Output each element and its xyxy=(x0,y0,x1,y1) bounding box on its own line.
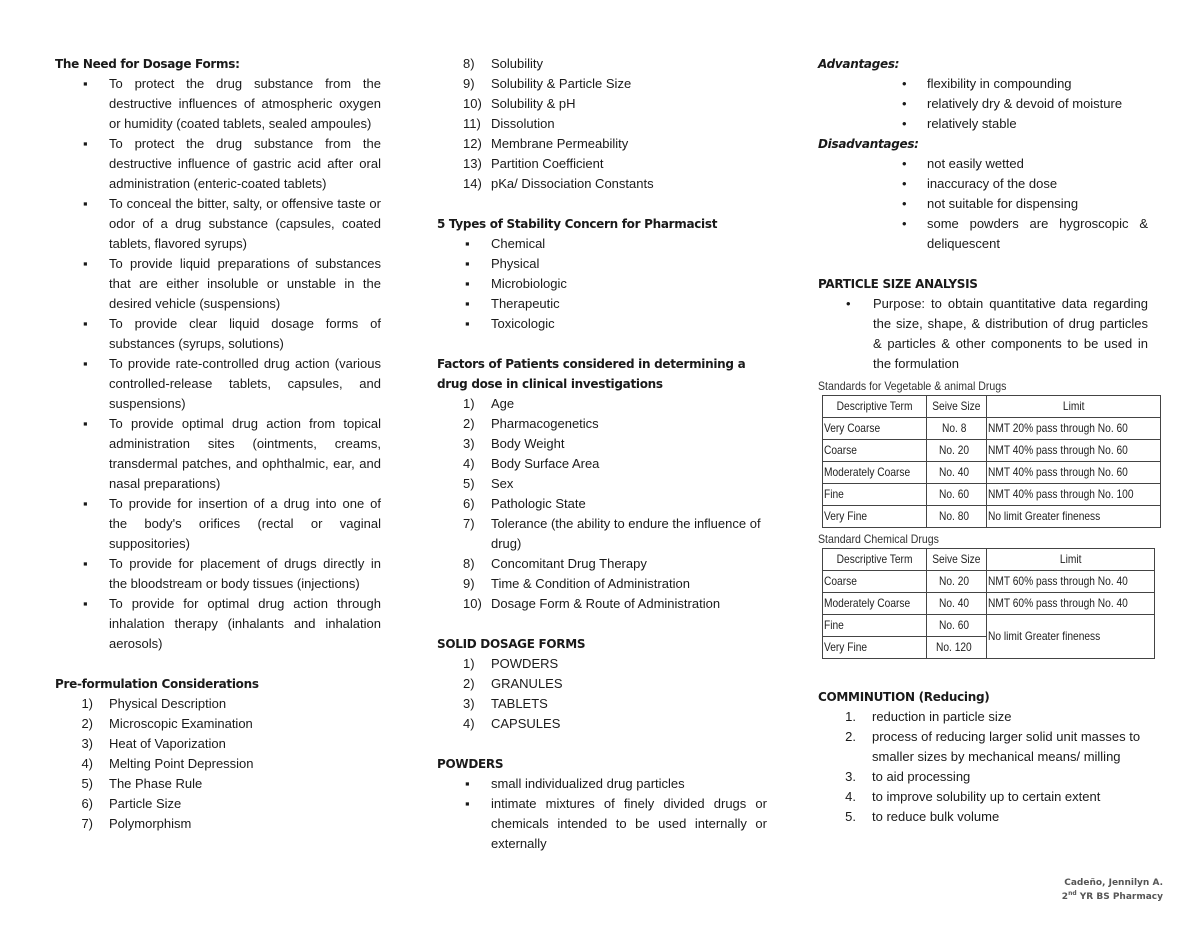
column-header: Limit xyxy=(987,396,1161,418)
list-number: 8) xyxy=(463,556,475,571)
list-item-text: Sex xyxy=(491,476,514,491)
list-item xyxy=(818,154,1148,174)
list-item xyxy=(55,494,381,554)
table-header-row xyxy=(823,396,1161,418)
list-item-text: not suitable for dispensing xyxy=(927,196,1079,211)
table-cell: No limit Greater fineness xyxy=(987,615,1155,659)
list-item-text: Tolerance (the ability to endure the influence of drug) xyxy=(491,516,761,551)
table-row xyxy=(823,484,1161,506)
list-number: 10) xyxy=(463,596,482,611)
comminution-list xyxy=(818,707,1148,827)
list-item xyxy=(818,194,1148,214)
list-item-text: To provide for placement of drugs directly in the bloodstream or body tissues (injections) xyxy=(109,556,381,591)
list-item xyxy=(437,234,767,254)
bullet-icon: ▪ xyxy=(465,796,470,811)
column-header: Limit xyxy=(987,549,1155,571)
list-item xyxy=(818,174,1148,194)
list-item xyxy=(437,394,767,414)
list-number: 2. xyxy=(845,729,856,744)
powders-list xyxy=(437,774,767,854)
chemical-table-title: Standard Chemical Drugs xyxy=(818,532,939,546)
table-cell: NMT 60% pass through No. 40 xyxy=(987,571,1155,593)
list-item-text: flexibility in compounding xyxy=(927,76,1072,91)
table-cell: Fine xyxy=(823,615,927,637)
column-header: Descriptive Term xyxy=(823,549,927,571)
table-cell: No. 40 xyxy=(927,462,987,484)
bullet-icon: ▪ xyxy=(83,356,88,371)
author-year: 2nd YR BS Pharmacy xyxy=(1061,890,1163,902)
vegetable-animal-table-block xyxy=(818,377,1148,528)
list-item xyxy=(437,314,767,334)
list-item xyxy=(55,554,381,594)
list-item-text: Concomitant Drug Therapy xyxy=(491,556,647,571)
table-cell: Moderately Coarse xyxy=(823,593,927,615)
list-item-text: to aid processing xyxy=(872,769,971,784)
list-item xyxy=(55,254,381,314)
list-item xyxy=(437,294,767,314)
list-item-text: Solubility & pH xyxy=(491,96,576,111)
table-cell: No. 20 xyxy=(927,571,987,593)
table-cell: No. 8 xyxy=(927,418,987,440)
disadvantages-heading: Disadvantages: xyxy=(818,137,919,151)
list-item-text: To provide liquid preparations of substances that are either insoluble or unstable in the desired vehicle (suspensions) xyxy=(109,256,381,311)
list-item xyxy=(437,474,767,494)
list-item xyxy=(437,174,767,194)
list-item-text: Microbiologic xyxy=(491,276,567,291)
patient-factors-heading: Factors of Patients considered in determining a drug dose in clinical investigations xyxy=(437,357,746,391)
list-number: 11) xyxy=(463,116,481,131)
list-item-text: To provide rate-controlled drug action (various controlled-release tablets, capsules, and suspensions) xyxy=(109,356,381,411)
list-number: 3) xyxy=(463,696,475,711)
disadvantages-list xyxy=(818,154,1148,254)
list-number: 5. xyxy=(845,809,856,824)
powders-heading: POWDERS xyxy=(437,757,504,771)
table-cell: NMT 20% pass through No. 60 xyxy=(987,418,1161,440)
purpose-text: Purpose: to obtain quantitative data regarding the size, shape, & distribution of drug particles & particles & other components to be used in the formulation xyxy=(873,296,1148,371)
list-item xyxy=(55,814,381,834)
preformulation-heading: Pre-formulation Considerations xyxy=(55,677,259,691)
list-number: 9) xyxy=(463,76,475,91)
list-item-text: process of reducing larger solid unit masses to smaller sizes by mechanical means/ milling xyxy=(872,729,1141,764)
list-item xyxy=(437,514,767,554)
list-item-text: Physical Description xyxy=(109,696,227,711)
list-item xyxy=(437,94,767,114)
bullet-icon: ▪ xyxy=(83,136,88,151)
list-item xyxy=(55,354,381,414)
bullet-icon: ▪ xyxy=(83,596,88,611)
comminution-heading: COMMINUTION (Reducing) xyxy=(818,690,990,704)
bullet-icon: • xyxy=(902,76,907,91)
list-item-text: GRANULES xyxy=(491,676,563,691)
stability-list xyxy=(437,234,767,334)
list-item xyxy=(437,794,767,854)
list-item-text: some powders are hygroscopic & deliquescent xyxy=(927,216,1148,251)
list-item xyxy=(437,494,767,514)
particle-size-purpose-list xyxy=(818,294,1148,374)
table-cell: No. 20 xyxy=(927,440,987,462)
table-cell: NMT 40% pass through No. 60 xyxy=(987,440,1161,462)
list-item xyxy=(437,594,767,614)
list-item-text: Body Weight xyxy=(491,436,565,451)
list-item-text: reduction in particle size xyxy=(872,709,1012,724)
list-item xyxy=(55,734,381,754)
list-item xyxy=(818,94,1148,114)
list-item-text: small individualized drug particles xyxy=(491,776,685,791)
list-item-text: Therapeutic xyxy=(491,296,560,311)
table-cell: NMT 60% pass through No. 40 xyxy=(987,593,1155,615)
list-item xyxy=(437,674,767,694)
bullet-icon: • xyxy=(846,296,851,311)
list-item-text: Body Surface Area xyxy=(491,456,600,471)
bullet-icon: • xyxy=(902,156,907,171)
list-number: 8) xyxy=(463,56,475,71)
list-item xyxy=(818,767,1148,787)
bullet-icon: ▪ xyxy=(83,316,88,331)
list-number: 2) xyxy=(81,716,93,731)
table-row xyxy=(823,440,1161,462)
list-item-text: To conceal the bitter, salty, or offensive taste or odor of a drug substance (capsules, coated tablets, flavored syrups) xyxy=(109,196,381,251)
list-item xyxy=(437,274,767,294)
list-item xyxy=(55,794,381,814)
list-item xyxy=(437,114,767,134)
list-item-text: Time & Condition of Administration xyxy=(491,576,690,591)
table-row xyxy=(823,615,1155,637)
list-item-text: POWDERS xyxy=(491,656,559,671)
table-row xyxy=(823,571,1155,593)
bullet-icon: ▪ xyxy=(83,556,88,571)
list-number: 13) xyxy=(463,156,482,171)
list-item xyxy=(818,114,1148,134)
list-item-text: Microscopic Examination xyxy=(109,716,253,731)
chemical-standards-table xyxy=(822,548,1155,659)
bullet-icon: ▪ xyxy=(83,416,88,431)
list-number: 10) xyxy=(463,96,482,111)
table-cell: No. 60 xyxy=(927,484,987,506)
column-2 xyxy=(437,54,767,854)
table-row xyxy=(823,418,1161,440)
list-item xyxy=(437,154,767,174)
list-item xyxy=(437,414,767,434)
list-item xyxy=(437,574,767,594)
table-cell: Very Fine xyxy=(823,506,927,528)
list-item-text: Pathologic State xyxy=(491,496,586,511)
table-cell: NMT 40% pass through No. 60 xyxy=(987,462,1161,484)
list-item xyxy=(55,774,381,794)
table-cell: Very Fine xyxy=(823,637,927,659)
column-1 xyxy=(55,54,381,834)
list-item xyxy=(55,714,381,734)
list-number: 2) xyxy=(463,676,475,691)
list-item xyxy=(437,554,767,574)
list-number: 5) xyxy=(463,476,475,491)
patient-factors-list xyxy=(437,394,767,614)
list-item xyxy=(55,314,381,354)
list-item-text: Heat of Vaporization xyxy=(109,736,226,751)
list-item-text: The Phase Rule xyxy=(109,776,203,791)
list-item-text: Pharmacogenetics xyxy=(491,416,599,431)
list-item-text: To protect the drug substance from the destructive influences of atmospheric oxygen or humidity (coated tablets, sealed ampoules) xyxy=(109,76,381,131)
column-3 xyxy=(818,54,1148,827)
list-item xyxy=(437,694,767,714)
need-for-dosage-forms-heading: The Need for Dosage Forms: xyxy=(55,57,240,71)
list-item-text: Polymorphism xyxy=(109,816,192,831)
list-item-text: Solubility xyxy=(491,56,544,71)
list-item xyxy=(818,787,1148,807)
bullet-icon: ▪ xyxy=(83,196,88,211)
list-number: 6) xyxy=(463,496,475,511)
list-item xyxy=(55,134,381,194)
list-number: 1) xyxy=(81,696,93,711)
list-item xyxy=(55,694,381,714)
list-item xyxy=(818,707,1148,727)
bullet-icon: • xyxy=(902,196,907,211)
list-item-text: relatively stable xyxy=(927,116,1017,131)
bullet-icon: ▪ xyxy=(83,256,88,271)
list-item xyxy=(55,414,381,494)
list-item-text: inaccuracy of the dose xyxy=(927,176,1058,191)
table-cell: No. 120 xyxy=(927,637,987,659)
bullet-icon: • xyxy=(902,216,907,231)
bullet-icon: ▪ xyxy=(465,296,470,311)
bullet-icon: ▪ xyxy=(465,316,470,331)
table-cell: No. 80 xyxy=(927,506,987,528)
table-row xyxy=(823,506,1161,528)
table-row xyxy=(823,462,1161,484)
author-footer xyxy=(1062,876,1163,904)
bullet-icon: ▪ xyxy=(83,76,88,91)
list-item-text: TABLETS xyxy=(491,696,548,711)
list-item-text: Solubility & Particle Size xyxy=(491,76,632,91)
table-cell: No limit Greater fineness xyxy=(987,506,1161,528)
table-row xyxy=(823,593,1155,615)
solid-dosage-forms-heading: SOLID DOSAGE FORMS xyxy=(437,637,586,651)
bullet-icon: ▪ xyxy=(465,236,470,251)
list-number: 4) xyxy=(463,716,475,731)
table-cell: Fine xyxy=(823,484,927,506)
list-item-text: Age xyxy=(491,396,515,411)
column-header: Descriptive Term xyxy=(823,396,927,418)
bullet-icon: • xyxy=(902,176,907,191)
list-item-text: To provide clear liquid dosage forms of substances (syrups, solutions) xyxy=(109,316,381,351)
list-item xyxy=(437,74,767,94)
table-cell: NMT 40% pass through No. 100 xyxy=(987,484,1161,506)
list-number: 1) xyxy=(463,656,475,671)
list-item xyxy=(55,74,381,134)
list-item xyxy=(437,774,767,794)
list-item-text: to reduce bulk volume xyxy=(872,809,1000,824)
list-item xyxy=(818,807,1148,827)
list-number: 1. xyxy=(845,709,856,724)
preformulation-list-continued xyxy=(437,54,767,194)
solid-dosage-forms-list xyxy=(437,654,767,734)
list-item-text: To provide for insertion of a drug into one of the body's orifices (rectal or vaginal suppositories) xyxy=(109,496,381,551)
list-item-text: Particle Size xyxy=(109,796,182,811)
list-item xyxy=(437,654,767,674)
list-number: 5) xyxy=(81,776,93,791)
preformulation-list xyxy=(55,694,381,834)
list-item xyxy=(818,74,1148,94)
list-number: 2) xyxy=(463,416,475,431)
list-item xyxy=(818,727,1148,767)
list-item-text: Dosage Form & Route of Administration xyxy=(491,596,721,611)
list-number: 3. xyxy=(845,769,856,784)
list-item xyxy=(55,194,381,254)
advantages-list xyxy=(818,74,1148,134)
list-number: 14) xyxy=(463,176,482,191)
bullet-icon: ▪ xyxy=(465,256,470,271)
list-item-text: pKa/ Dissociation Constants xyxy=(491,176,654,191)
list-item-text: To provide optimal drug action from topical administration sites (ointments, creams, transdermal patches, and ophthalmic, ear, and nasal preparations) xyxy=(109,416,381,491)
list-item xyxy=(437,134,767,154)
column-header: Seive Size xyxy=(927,549,987,571)
list-item xyxy=(437,54,767,74)
stability-heading: 5 Types of Stability Concern for Pharmacist xyxy=(437,217,718,231)
list-item-text: Membrane Permeability xyxy=(491,136,629,151)
list-item-text: To provide for optimal drug action through inhalation therapy (inhalants and inhalation aerosols) xyxy=(109,596,381,651)
list-item-text: Toxicologic xyxy=(491,316,555,331)
list-number: 7) xyxy=(463,516,475,531)
list-number: 1) xyxy=(463,396,475,411)
list-number: 9) xyxy=(463,576,475,591)
list-number: 3) xyxy=(463,436,475,451)
list-number: 6) xyxy=(81,796,93,811)
list-number: 7) xyxy=(81,816,93,831)
column-header: Seive Size xyxy=(927,396,987,418)
list-item-text: To protect the drug substance from the destructive influence of gastric acid after oral administration (enteric-coated tablets) xyxy=(109,136,381,191)
bullet-icon: • xyxy=(902,96,907,111)
table-cell: Moderately Coarse xyxy=(823,462,927,484)
list-number: 4) xyxy=(463,456,475,471)
list-item-text: to improve solubility up to certain extent xyxy=(872,789,1101,804)
list-item xyxy=(818,294,1148,374)
vegetable-animal-table-title: Standards for Vegetable & animal Drugs xyxy=(818,379,1007,393)
list-item-text: relatively dry & devoid of moisture xyxy=(927,96,1123,111)
list-item-text: Dissolution xyxy=(491,116,555,131)
table-cell: Very Coarse xyxy=(823,418,927,440)
list-item-text: Physical xyxy=(491,256,540,271)
list-item xyxy=(437,434,767,454)
advantages-heading: Advantages: xyxy=(818,57,900,71)
bullet-icon: ▪ xyxy=(465,276,470,291)
list-item xyxy=(55,594,381,654)
chemical-table-block xyxy=(818,530,1148,659)
table-cell: No. 40 xyxy=(927,593,987,615)
list-number: 4) xyxy=(81,756,93,771)
need-for-dosage-forms-list xyxy=(55,74,381,654)
table-cell: Coarse xyxy=(823,440,927,462)
particle-size-analysis-heading: PARTICLE SIZE ANALYSIS xyxy=(818,277,978,291)
vegetable-animal-standards-table xyxy=(822,395,1161,528)
list-item xyxy=(437,254,767,274)
list-item xyxy=(437,454,767,474)
bullet-icon: ▪ xyxy=(465,776,470,791)
table-header-row xyxy=(823,549,1155,571)
list-item-text: not easily wetted xyxy=(927,156,1024,171)
list-item-text: intimate mixtures of finely divided drugs or chemicals intended to be used internally or externally xyxy=(491,796,767,851)
list-item-text: Partition Coefficient xyxy=(491,156,604,171)
table-cell: Coarse xyxy=(823,571,927,593)
list-item xyxy=(55,754,381,774)
list-number: 12) xyxy=(463,136,482,151)
list-item xyxy=(437,714,767,734)
bullet-icon: • xyxy=(902,116,907,131)
list-item-text: CAPSULES xyxy=(491,716,561,731)
list-number: 4. xyxy=(845,789,856,804)
list-number: 3) xyxy=(81,736,93,751)
list-item xyxy=(818,214,1148,254)
bullet-icon: ▪ xyxy=(83,496,88,511)
table-cell: No. 60 xyxy=(927,615,987,637)
author-name: Cadeño, Jennilyn A. xyxy=(1064,878,1163,888)
list-item-text: Melting Point Depression xyxy=(109,756,254,771)
list-item-text: Chemical xyxy=(491,236,546,251)
